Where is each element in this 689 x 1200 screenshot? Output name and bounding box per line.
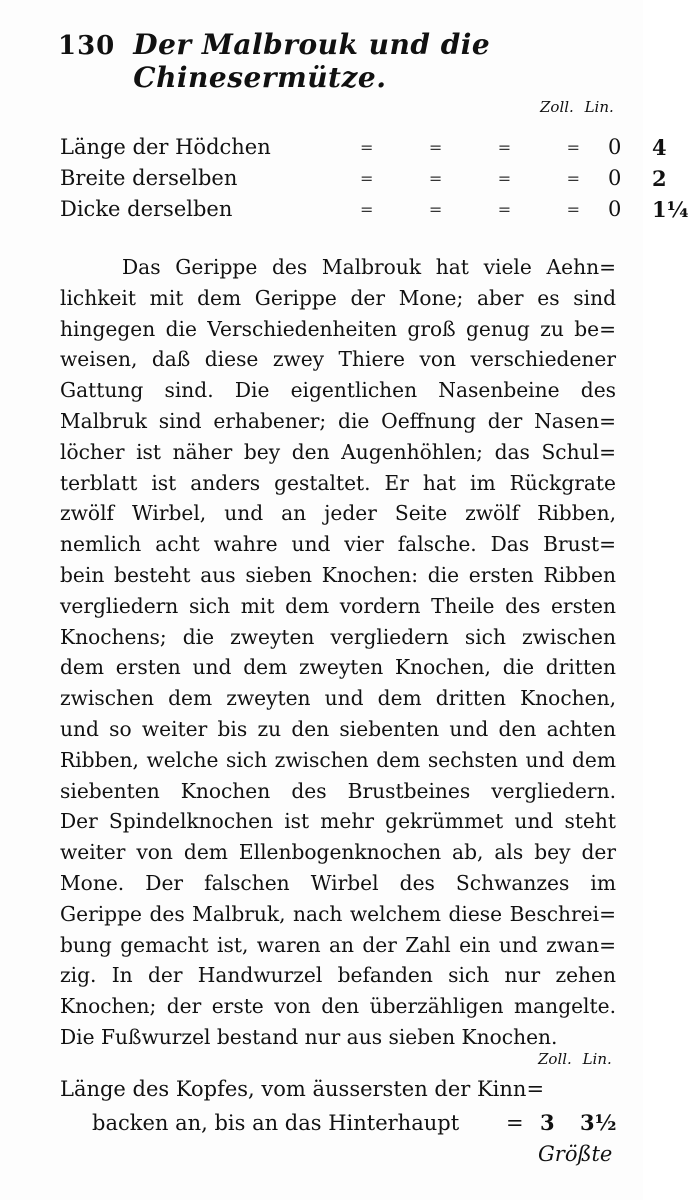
text-line: terblatt ist anders gestaltet. Er hat im Rückgrate (60, 470, 616, 495)
measurement-row (60, 163, 667, 194)
separator-dots: = = = = (360, 138, 580, 157)
text-line: hingegen die Verschiedenheiten groß genug zu be= (60, 316, 616, 341)
text-line: zwischen dem zweyten und dem dritten Knochen, (60, 686, 616, 711)
measurement-table-top (60, 132, 689, 225)
units-label-top: Zoll. Lin. (540, 98, 614, 116)
running-title: Der Malbrouk und die Chinesermütze. (133, 28, 491, 94)
text-line: Knochens; die zweyten vergliedern sich zwischen (60, 624, 616, 649)
text-line: weisen, daß diese zwey Thiere von verschiedener (60, 347, 616, 372)
text-line: zig. In der Handwurzel befanden sich nur zehen (60, 963, 616, 988)
text-line: zwölf Wirbel, und an jeder Seite zwölf Ribben, (60, 501, 616, 526)
measurement-zoll: 0 (608, 135, 622, 159)
text-line: bung gemacht ist, waren an der Zahl ein und zwan= (60, 932, 616, 957)
text-line: Malbruk sind erhabener; die Oeffnung der Nasen= (60, 408, 616, 433)
measurement-row (60, 194, 689, 225)
measurement-label: Breite derselben (60, 166, 238, 190)
measurement-row-bottom (60, 1106, 620, 1140)
text-line: bein besteht aus sieben Knochen: die ersten Ribben (60, 562, 616, 587)
page-header (58, 28, 618, 94)
text-line: vergliedern sich mit dem vordern Theile des ersten (60, 593, 616, 618)
text-line: Ribben, welche sich zwischen dem sechsten und dem (60, 747, 616, 772)
text-line: Der Spindelknochen ist mehr gekrümmet und steht (60, 809, 616, 834)
text-line: Knochen; der erste von den überzähligen mangelte. (60, 994, 616, 1019)
measurement-label-line2: backen an, bis an das Hinterhaupt (92, 1111, 460, 1135)
page-number: 130 (58, 31, 116, 61)
separator-dots: = = = = (360, 200, 580, 219)
measurement-zoll: 0 (608, 166, 622, 190)
measurement-lin: 4 (652, 135, 667, 160)
text-line: Mone. Der falschen Wirbel des Schwanzes im (60, 870, 616, 895)
body-paragraph (60, 252, 616, 1053)
text-line: nemlich acht wahre und vier falsche. Das Brust= (60, 532, 616, 557)
measurement-zoll: 3 (540, 1110, 555, 1135)
measurement-label: Dicke derselben (60, 197, 233, 221)
units-label-bottom: Zoll. Lin. (538, 1050, 612, 1068)
text-line: lichkeit mit dem Gerippe der Mone; aber es sind (60, 285, 616, 310)
measurement-label: Länge der Hödchen (60, 135, 271, 159)
text-line: Gattung sind. Die eigentlichen Nasenbeine des (60, 378, 616, 403)
text-line: und so weiter bis zu den siebenten und den achten (60, 716, 616, 741)
measurement-lin: 2 (652, 166, 667, 191)
text-line: Die Fußwurzel bestand nur aus sieben Knochen. (60, 1024, 558, 1049)
separator-dots: = = = = (360, 169, 580, 188)
text-line: Das Gerippe des Malbrouk hat viele Aehn= (122, 255, 616, 279)
measurement-lin: 3½ (580, 1110, 617, 1135)
text-line: Gerippe des Malbruk, nach welchem diese Beschrei= (60, 901, 616, 926)
measurement-label-line1: Länge des Kopfes, vom äussersten der Kinn= (60, 1077, 545, 1101)
text-line: löcher ist näher bey den Augenhöhlen; das Schul= (60, 439, 616, 464)
measurement-row (60, 132, 667, 163)
separator-dot: = (506, 1111, 524, 1135)
text-line: dem ersten und dem zweyten Knochen, die dritten (60, 655, 616, 680)
measurement-zoll: 0 (608, 197, 622, 221)
text-line: siebenten Knochen des Brustbeines vergliedern. (60, 778, 616, 803)
measurement-bottom (60, 1072, 620, 1140)
text-line: weiter von dem Ellenbogenknochen ab, als bey der (60, 840, 616, 865)
measurement-lin: 1¼ (652, 197, 689, 222)
catchword: Größte (538, 1142, 613, 1166)
